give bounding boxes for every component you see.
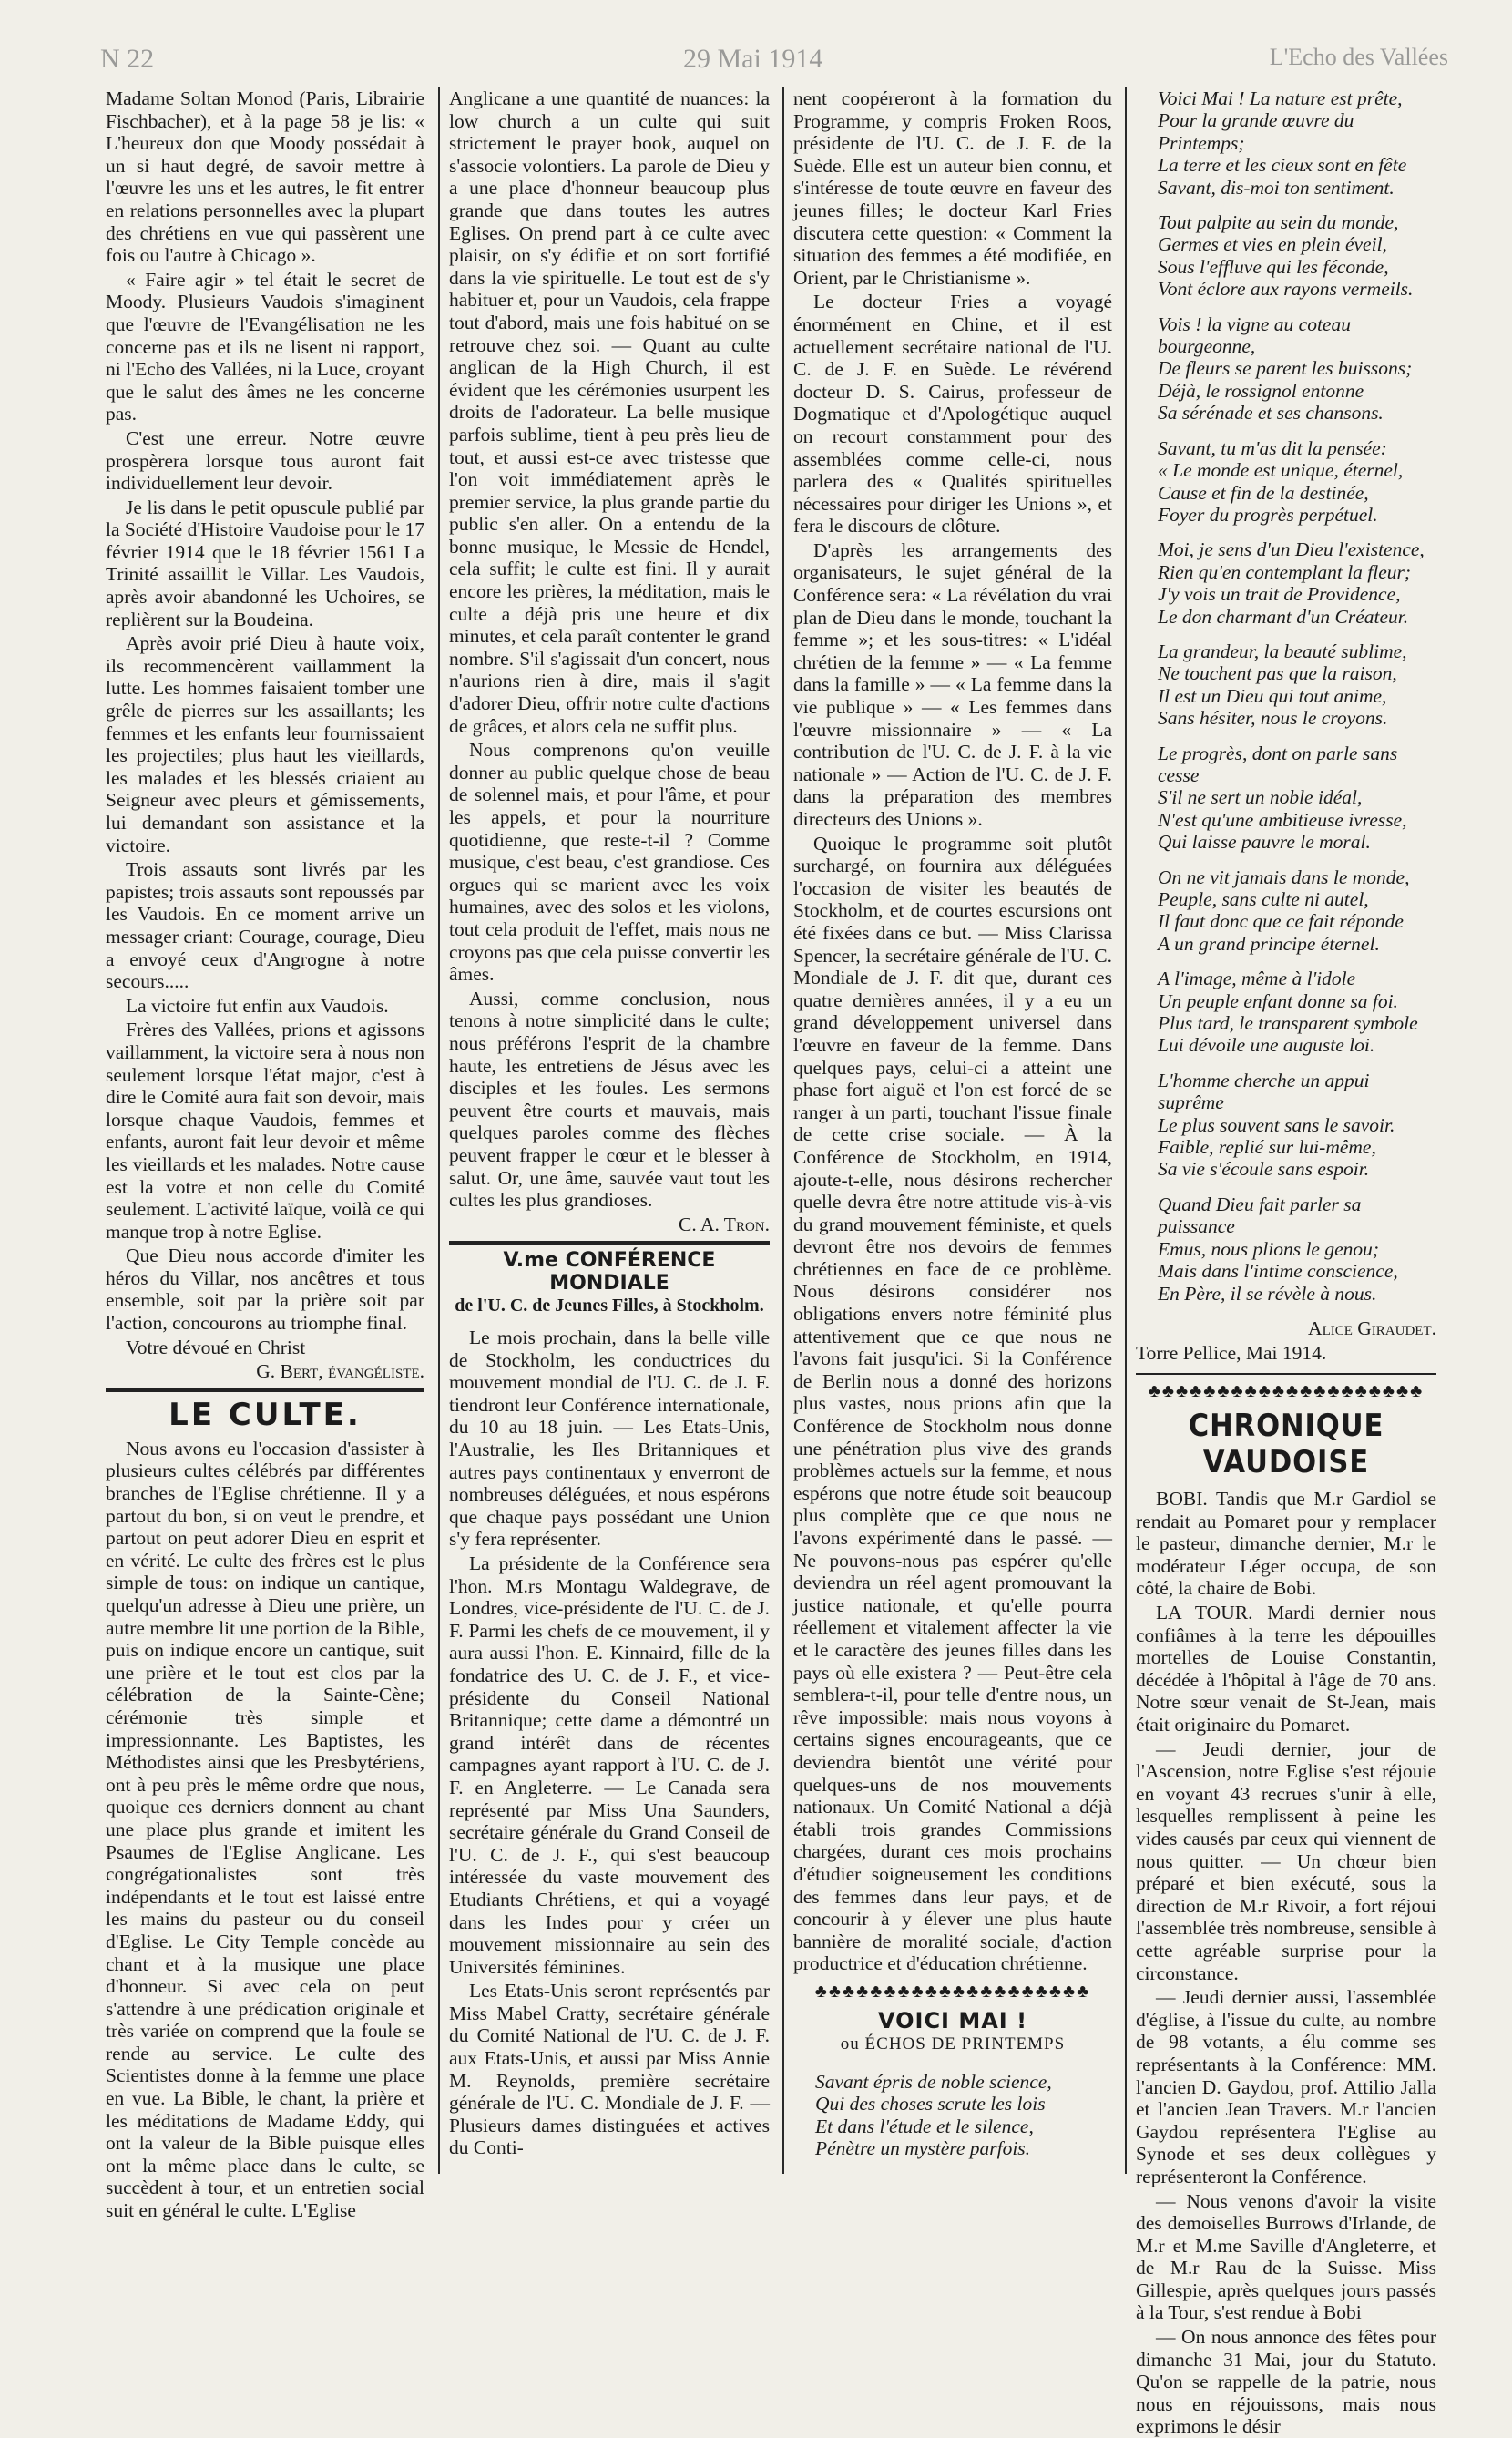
poem-line: Vont éclore aux rayons vermeils. bbox=[1158, 278, 1414, 301]
poem-stanza bbox=[1136, 866, 1436, 956]
ornament-divider: ♣♣♣♣♣♣♣♣♣♣♣♣♣♣♣♣♣♣♣♣ bbox=[1148, 1381, 1425, 1402]
poem-line: Cause et fin de la destinée, bbox=[1158, 481, 1369, 504]
paragraph: Que Dieu nous accorde d'imiter les héros du Villar, nos ancêtres et tous ensemble, soit par la prière soit par l'action, concourons au triomphe final. bbox=[106, 1245, 424, 1335]
paragraph: Trois assauts sont livrés par les papistes; trois assauts sont repoussés par les Vaudois. En ce moment arrive un messager criant: Courage, courage, Dieu a envoyé ceux d'Angrogne à notre secours..... bbox=[106, 858, 424, 993]
paper-name: L'Echo des Vallées bbox=[1269, 44, 1448, 70]
poem-line: On ne vit jamais dans le monde, bbox=[1158, 866, 1410, 888]
column-3 bbox=[793, 87, 1112, 2183]
paragraph: Nous avons eu l'occasion d'assister à plusieurs cultes célébrés par différentes branches de l'Eglise chrétienne. Il y a partout du bon, si on veut le prendre, et partout on peut adorer Dieu en esprit et en vérité. Le culte des frères est le plus simple de tous: on indique un cantique, quelqu'un adresse à Dieu une prière, un autre membre lit une portion de la Bible, puis on indique encore un cantique, suit une prière et le tout est clos par la célébration de la Sainte-Cène; cérémonie très simple et impressionnante. Les Baptistes, les Méthodistes ainsi que les Presbytériens, ont à peu près le même ordre que nous, quoique ces derniers donnent au chant une place plus grande et imitent les Psaumes de l'Eglise Anglicane. Les congrégationalistes sont très indépendants et le tout est laissé entre les mains du pasteur ou du conseil d'Eglise. Le City Temple concède au chant et à la musique une place d'honneur. Si avec cela on peut s'attendre à une prédication originale et très variée on comprend que la foule se rende au service. Le culte des Scientistes donne à la femme une place en vue. La Bible, le chant, la prière et les méditations de Madame Eddy, qui ont la valeur de la Bible puisque elles ont la même place dans le culte, se succèdent à tour, et un entretien social suit en général le culte. L'Eglise bbox=[106, 1437, 424, 2222]
page-header bbox=[100, 42, 1448, 78]
poem-line: En Père, il se révèle à nous. bbox=[1158, 1282, 1377, 1305]
paragraph: C'est une erreur. Notre œuvre prospèrera lorsque tous auront fait individuellement leur devoir. bbox=[106, 426, 424, 495]
poem-line: Germes et vies en plein éveil, bbox=[1158, 233, 1387, 256]
column-1 bbox=[106, 87, 424, 2222]
section-divider bbox=[449, 1241, 770, 1245]
article-title-conference: V.me CONFÉRENCE MONDIALE bbox=[503, 1249, 716, 1295]
paragraph: LA TOUR. Mardi dernier nous confiâmes à la terre les dépouilles mortelles de Louise Constantin, décédée à l'hôpital à l'âge de 70 ans. Notre sœur venait de St-Jean, mais était originaire du Pomaret. bbox=[1136, 1602, 1436, 1736]
poem-line: Pénètre un mystère parfois. bbox=[815, 2137, 1031, 2160]
paragraph: BOBI. Tandis que M.r Gardiol se rendait au Pomaret pour y remplacer le pasteur, dimanche dernier, M.r le modérateur Léger occupa, de son côté, la chaire de Bobi. bbox=[1136, 1488, 1436, 1600]
section-divider bbox=[106, 1388, 424, 1392]
paragraph: Nous comprenons qu'on veuille donner au public quelque chose de beau de solennel mais, et pour l'âme, et pour les appels, et pour la nourriture quotidienne, que reste-t-il ? Comme musique, c'est beau, c'est grandiose. Ces orgues qui se marient avec les voix humaines, avec des solos et les violons, tout cela produit de l'effet, mais nous ne croyons pas que cela puisse convertir les âmes. bbox=[449, 739, 770, 986]
column-2 bbox=[449, 87, 770, 2183]
paragraph: La victoire fut enfin aux Vaudois. bbox=[126, 994, 389, 1017]
poem-line: Le plus souvent sans le savoir. bbox=[1158, 1113, 1395, 1136]
poem-line: S'il ne sert un noble idéal, bbox=[1158, 786, 1363, 809]
signature: C. A. Tron. bbox=[679, 1213, 770, 1235]
paragraph: — Jeudi dernier, jour de l'Ascension, notre Eglise s'est réjouie en voyant 43 recrues s'unir à elle, lesquelles remplissent à peine les vides causés par ceux qui viennent de nous quitter. — Un chœur bien préparé et bien exécuté, sous la direction de M.r Rivoir, a fort réjoui l'assemblée très nombreuse, sensible à cette agréable surprise pour la circonstance. bbox=[1136, 1737, 1436, 1984]
poem-line: N'est qu'une ambitieuse ivresse, bbox=[1158, 808, 1407, 831]
poem-stanza bbox=[1136, 87, 1436, 199]
poem-stanza bbox=[1136, 313, 1436, 425]
poem-line: Peuple, sans culte ni autel, bbox=[1158, 888, 1369, 910]
poem-line: Quand Dieu fait parler sa puissance bbox=[1158, 1193, 1362, 1238]
issue-date: 29 Mai 1914 bbox=[683, 44, 823, 74]
paragraph: La présidente de la Conférence sera l'hon. M.rs Montagu Waldegrave, de Londres, vice-présidente de l'U. C. de J. F. Parmi les chefs de ce mouvement, il y aura aussi l'hon. E. Kinnaird, fille de la fondatrice des U. C. de J. F., et vice-présidente du Conseil National Britannique; cette dame a démontré un grand intérêt dans de récentes campagnes ayant rapport à l'U. C. de J. F. en Angleterre. — Le Canada sera représenté par Miss Una Saunders, secrétaire générale du Grand Conseil de l'U. C. de J. F., qui s'est beaucoup intéressée du vaste mouvement des Etudiants Chrétiens, et qui a voyagé dans les Indes pour y créer un mouvement missionnaire au sein des Universités féminines. bbox=[449, 1552, 770, 1978]
poem-stanza bbox=[1136, 211, 1436, 301]
poem-line: Savant, tu m'as dit la pensée: bbox=[1158, 436, 1387, 459]
poem-line: Faible, replié sur lui-même, bbox=[1158, 1136, 1376, 1159]
paragraph: Les Etats-Unis seront représentés par Miss Mabel Cratty, secrétaire générale du Comité National de l'U. C. de J. F. aux Etats-Unis, et aussi par Miss Annie M. Reynolds, première secrétaire générale de l'U. C. Mondiale de J. F. — Plusieurs dames distinguées et actives du Conti- bbox=[449, 1980, 770, 2159]
paragraph: Le mois prochain, dans la belle ville de Stockholm, les conductrices du mouvement mondial de l'U. C. de J. F. tiendront leur Conférence internationale, du 10 au 18 juin. — Les Etats-Unis, l'Australie, les Iles Britanniques et autres pays continentaux y enverront de nombreuses déléguées, et nous espérons que chaque pays possédant une Union s'y fera représenter. bbox=[449, 1327, 770, 1551]
poem-line: Sa vie s'écoule sans espoir. bbox=[1158, 1158, 1370, 1181]
poem-line: Il est un Dieu qui tout anime, bbox=[1158, 684, 1387, 707]
poem-line: Et dans l'étude et le silence, bbox=[815, 2115, 1034, 2137]
poem-title: VOICI MAI ! bbox=[877, 2007, 1028, 2033]
poem-line: Savant, dis-moi ton sentiment. bbox=[1158, 176, 1395, 199]
paragraph: Aussi, comme conclusion, nous tenons à notre simplicité dans le culte; nous préférons l'esprit de la chambre haute, les entretiens de Jésus avec les disciples et les foules. Les sermons peuvent être courts et mauvais, mais quelques paroles comme des flèches peuvent frapper le cœur et le blesser à salut. Or, une âme, sauvée vaut tout les cultes les plus grandioses. bbox=[449, 987, 770, 1212]
poem-line: J'y vois un trait de Providence, bbox=[1158, 583, 1401, 606]
poem-line: Rien qu'en contemplant la fleur; bbox=[1158, 560, 1412, 583]
poem-stanza bbox=[1136, 1193, 1436, 1305]
poem-place-date: Torre Pellice, Mai 1914. bbox=[1136, 1341, 1327, 1364]
poem-line: Il faut donc que ce fait réponde bbox=[1158, 910, 1404, 933]
issue-number: N 22 bbox=[100, 44, 155, 74]
ornament-divider: ♣♣♣♣♣♣♣♣♣♣♣♣♣♣♣♣♣♣♣♣ bbox=[814, 1981, 1091, 2002]
poem-stanza bbox=[1136, 538, 1436, 628]
signature: G. Bert, évangéliste. bbox=[256, 1360, 424, 1383]
poem-line: Moi, je sens d'un Dieu l'existence, bbox=[1158, 538, 1425, 561]
poem-line: Vois ! la vigne au coteau bourgeonne, bbox=[1158, 312, 1351, 358]
column-rule bbox=[1125, 87, 1127, 2174]
poem-line: Tout palpite au sein du monde, bbox=[1158, 211, 1399, 234]
article-title-chronique: CHRONIQUE VAUDOISE bbox=[1188, 1408, 1384, 1481]
poem-stanza bbox=[1136, 743, 1436, 854]
poem-line: Pour la grande œuvre du Printemps; bbox=[1158, 109, 1354, 154]
poem-line: Ne touchent pas que la raison, bbox=[1158, 662, 1397, 685]
paragraph: Madame Soltan Monod (Paris, Librairie Fischbacher), et à la page 58 je lis: « L'heureux don que Moody possédait à un si haut degré, de savoir mettre à l'œuvre les uns et les autres, le fit entrer en relations personnelles avec la plupart des chrétiens en vue qui passèrent une fois ou l'autre à Chicago ». bbox=[106, 87, 424, 267]
poem-line: Plus tard, le transparent symbole bbox=[1158, 1012, 1418, 1035]
paragraph: Quoique le programme soit plutôt surchargé, on fournira aux déléguées l'occasion de visiter les beautés de Stockholm, et de courtes escursions ont été fixées dans ce but. — Miss Clarissa Spencer, la secrétaire générale de l'U. C. Mondiale de J. F. dit que, durant ces quatre dernières années, il y a eu un grand développement universel dans l'œuvre en faveur de la femme. Dans quelques pays, celui-ci a atteint une phase fort aiguë et l'on est forcé de se ranger à un parti, touchant l'issue finale de cette crise sociale. — À la Conférence de Stockholm, en 1914, ajoute-t-elle, nous désirons rechercher quelle devra être notre attitude vis-à-vis du grand mouvement féministe, et quels devront être nos devoirs de femmes chrétiennes en face de ce problème. Nous désirons considérer nos obligations envers notre féminité plus attentivement que ce que nous ne l'avons fait jusqu'ici. Si la Conférence de Berlin nous a donné des horizons plus vastes, nous prions afin que la Conférence de Stockholm nous donne une pénétration plus vive des grands problèmes actuels sur la femme, et nous espérons que notre étude soit beaucoup plus complète que ce que nous ne l'avons expérimenté dans le passé. — Ne pouvons-nous pas espérer qu'elle deviendra un réel agent promouvant la justice nationale, et qu'elle pourra réellement et vitalement affecter la vie et le caractère des jeunes filles dans les pays où elle existera ? — Peut-être cela semblera-t-il, pour telle d'entre nous, un rêve impossible: mais nous voyons à certains signes encourageants, que ce deviendra bientôt une vérité pour quelques-uns de nos mouvements nationaux. Un Comité National a déjà établi trois grandes Commissions chargées, durant ces mois prochains d'étudier soigneusement les conditions des femmes dans leur pays, et de concourir à y élever une plus haute bannière de moralité sociale, d'action productrice et d'éducation chrétienne. bbox=[793, 832, 1112, 1975]
poem-line: Déjà, le rossignol entonne bbox=[1158, 379, 1364, 402]
poem-line: Le progrès, dont on parle sans cesse bbox=[1158, 742, 1398, 786]
poem-line: La grandeur, la beauté sublime, bbox=[1158, 640, 1407, 662]
paragraph: Le docteur Fries a voyagé énormément en Chine, et il est actuellement secrétaire national de l'U. C. de J. F. en Suède. Le révérend docteur D. S. Cairus, professeur de Dogmatique et d'Apologétique auquel on recourt constamment pour des assemblées comme celle-ci, nous parlera des « Qualités spirituelles nécessaires pour diriger les Unions », et fera le discours de clôture. bbox=[793, 291, 1112, 538]
poem-line: Sous l'effluve qui les féconde, bbox=[1158, 255, 1389, 278]
poem-stanza bbox=[1136, 640, 1436, 730]
article-subtitle-conference: de l'U. C. de Jeunes Filles, à Stockholm. bbox=[455, 1296, 764, 1316]
paragraph: — On nous annonce des fêtes pour dimanche 31 Mai, jour du Statuto. Qu'on se rappelle de la patrie, nous nous en réjouissons, mais nous exprimons le désir bbox=[1136, 2326, 1436, 2438]
poem-line: Voici Mai ! La nature est prête, bbox=[1158, 87, 1403, 109]
poem-author: Alice Giraudet. bbox=[1308, 1316, 1436, 1339]
poem-line: Emus, nous plions le genou; bbox=[1158, 1237, 1380, 1260]
poem-line: Lui dévoile une auguste loi. bbox=[1158, 1034, 1375, 1057]
poem-line: Mais dans l'intime conscience, bbox=[1158, 1260, 1398, 1283]
poem-line: Sans hésiter, nous le croyons. bbox=[1158, 707, 1388, 730]
column-4 bbox=[1136, 87, 1436, 2438]
paragraph: Je lis dans le petit opuscule publié par la Société d'Histoire Vaudoise pour le 17 février 1914 que le 18 février 1561 La Trinité assaillit le Villar. Les Vaudois, après avoir abandonné les Uchoires, se replièrent sur la Boudeina. bbox=[106, 496, 424, 630]
poem-line: Un peuple enfant donne sa foi. bbox=[1158, 989, 1398, 1012]
column-rule bbox=[782, 87, 784, 2174]
poem-line: De fleurs se parent les buissons; bbox=[1158, 357, 1413, 380]
poem-line: Foyer du progrès perpétuel. bbox=[1158, 503, 1378, 526]
paragraph: D'après les arrangements des organisateurs, le sujet général de la Conférence sera: « La révélation du vrai plan de Dieu dans le monde, touchant la femme »; et les sous-titres: « L'idéal chrétien de la femme » — « La femme dans la famille » — « La femme dans la vie publique » — « Les femmes dans l'œuvre missionnaire » — « La contribution de l'U. C. de J. F. à la vie nationale » — Action de l'U. C. de J. F. dans la préparation des membres directeurs des Unions ». bbox=[793, 538, 1112, 830]
poem-line: A un grand principe éternel. bbox=[1158, 932, 1380, 955]
poem-line: A l'image, même à l'idole bbox=[1158, 968, 1356, 990]
poem-line: Savant épris de noble science, bbox=[815, 2071, 1052, 2094]
paragraph: « Faire agir » tel était le secret de Moody. Plusieurs Vaudois s'imaginent que l'œuvre de l'Evangélisation ne les concerne pas et ils ne lisent ni rapport, ni l'Echo des Vallées, ni la Luce, croyant que le salut des âmes ne les concerne pas. bbox=[106, 268, 424, 425]
poem-subtitle: ou ÉCHOS DE PRINTEMPS bbox=[840, 2034, 1066, 2054]
paragraph: Votre dévoué en Christ bbox=[126, 1336, 306, 1358]
poem-line: Sa sérénade et ses chansons. bbox=[1158, 402, 1384, 425]
paragraph: Frères des Vallées, prions et agissons vaillamment, la victoire sera à nous non seulement lorsque l'état major, c'est à dire le Comité aura fait son devoir, mais lorsque chaque Vaudois, femmes et enfants, auront fait leur devoir et même les vieillards et les malades. Notre cause est la votre et non celle du Comité seulement. L'activité laïque, voilà ce qui manque trop à notre Eglise. bbox=[106, 1019, 424, 1243]
article-title-le-culte: LE CULTE. bbox=[169, 1396, 362, 1433]
poem-line: L'homme cherche un appui suprême bbox=[1158, 1069, 1370, 1114]
poem-stanza bbox=[1136, 1070, 1436, 1181]
poem-stanza bbox=[1136, 968, 1436, 1057]
column-rule bbox=[438, 87, 440, 2174]
poem-line: Qui des choses scrute les lois bbox=[815, 2093, 1046, 2115]
poem-continued bbox=[1136, 87, 1436, 1305]
paragraph: Anglicane a une quantité de nuances: la low church a un culte qui suit strictement le prayer book, auquel on s'associe volontiers. La parole de Dieu y a une place d'honneur beaucoup plus grande que dans toutes les autres Eglises. On prend part à ce culte avec plaisir, on s'y édifie et on sort fortifié dans la vie spirituelle. Le tout est de s'y habituer et, pour un Vaudois, cela frappe tout d'abord, mais une fois habitué on se retrouve chez soi. — Quant au culte anglican de la High Church, il est évident que les cérémonies usurpent les droits de l'adorateur. La belle musique parfois sublime, tient à peu près lieu de tout, et aussi est-ce avec tristesse que l'on voit immédiatement après le premier service, la plus grande partie du public s'en aller. On a entendu de la bonne musique, le Messie de Hendel, cela suffit; le culte est fini. Il y aurait encore les prières, la méditation, mais le culte a déjà pris une heure et dix minutes, et cela paraît contenter le grand nombre. S'il s'agissait d'un concert, nous n'aurions rien à dire, mais il s'agit d'adorer Dieu, offrir notre culte d'actions de grâces, et alors cela ne suffit plus. bbox=[449, 87, 770, 737]
paragraph: Après avoir prié Dieu à haute voix, ils recommencèrent vaillamment la lutte. Les hommes faisaient tomber une grêle de pierres sur les assaillants; les femmes et les enfants leur fournissaient les projectiles; plus haut les vieillards, les malades et les blessés criaient au Seigneur avec pleurs et gémissements, lui demandant son assistance et la victoire. bbox=[106, 632, 424, 856]
paragraph: nent coopéreront à la formation du Programme, y compris Froken Roos, présidente de l'U. C. de J. F. de la Suède. Elle est un auteur bien connu, et s'intéresse de toute œuvre en faveur des jeunes filles; le docteur Karl Fries discutera cette question: « Comment la situation des femmes a été modifiée, en Orient, par le Christianisme ». bbox=[793, 87, 1112, 289]
poem-stanza bbox=[1136, 437, 1436, 527]
poem-line: Qui laisse pauvre le moral. bbox=[1158, 831, 1371, 854]
poem-stanza bbox=[793, 2071, 1112, 2160]
paragraph: — Jeudi dernier aussi, l'assemblée d'église, à l'issue du culte, au nombre de 98 votants, a élu comme ses représentants à la Conférence: MM. l'ancien D. Gaydou, prof. Attilio Jalla et l'ancien Jean Travers. M.r l'ancien Gaydou représentera l'Eglise au Synode et ses deux collègues y représenteront la Conférence. bbox=[1136, 1986, 1436, 2187]
section-divider bbox=[1136, 1373, 1436, 1375]
poem-line: « Le monde est unique, éternel, bbox=[1158, 459, 1404, 482]
poem-line: Le don charmant d'un Créateur. bbox=[1158, 605, 1409, 628]
paragraph: — Nous venons d'avoir la visite des demoiselles Burrows d'Irlande, de M.r et M.me Saville d'Angleterre, et de M.r Rau de la Suisse. Miss Gillespie, après quelques jours passés à la Tour, s'est rendue à Bobi bbox=[1136, 2189, 1436, 2324]
poem-line: La terre et les cieux sont en fête bbox=[1158, 154, 1407, 177]
